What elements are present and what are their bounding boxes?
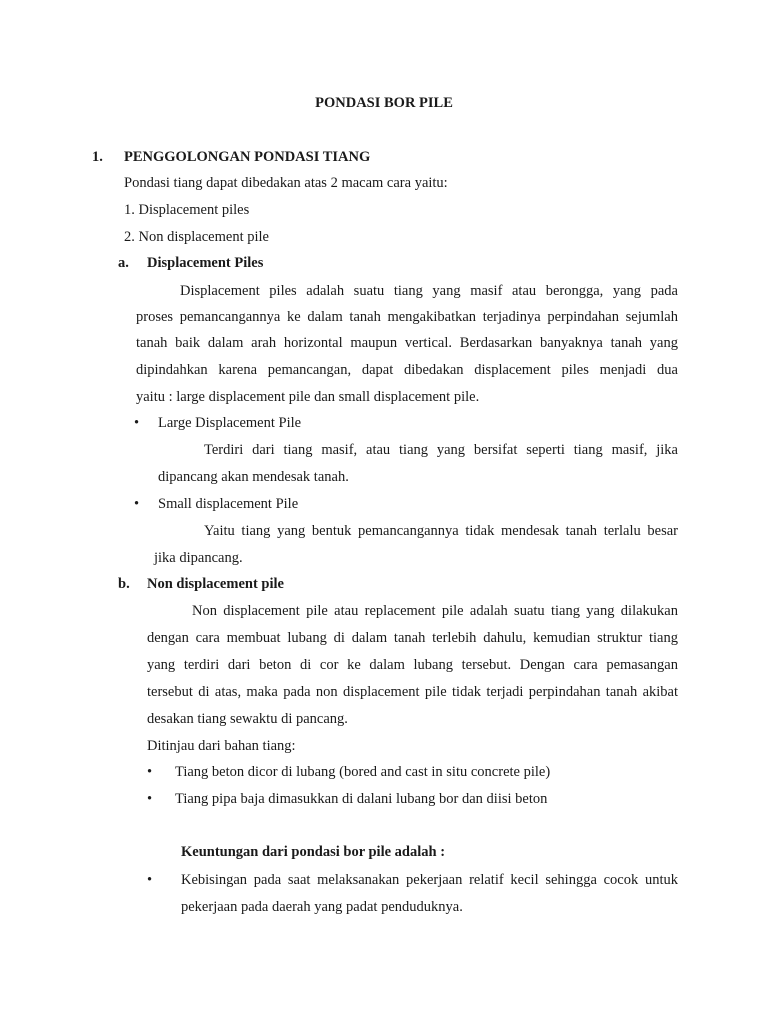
bullet-text: Terdiri dari tiang masif, atau tiang yang bersifat seperti tiang masif, jika bbox=[204, 442, 678, 458]
bullet-text: Tiang beton dicor di lubang (bored and cast in situ concrete pile) bbox=[175, 764, 551, 780]
paragraph-line: tersebut di atas, maka pada non displacement pile tidak terjadi perpindahan tanah akibat bbox=[147, 684, 678, 700]
paragraph-line: proses pemancangannya ke dalam tanah mengakibatkan terjadinya perpindahan sejumlah bbox=[136, 309, 678, 325]
advantages-heading: Keuntungan dari pondasi bor pile adalah : bbox=[181, 844, 446, 860]
bullet-icon: • bbox=[147, 764, 153, 780]
paragraph-line: yang terdiri dari beton di cor ke dalam lubang tersebut. Dengan cara pemasangan bbox=[147, 657, 678, 673]
paragraph-line: tanah baik dalam arah horizontal maupun vertical. Berdasarkan banyaknya tanah yang bbox=[136, 335, 678, 351]
bullet-text: jika dipancang. bbox=[154, 550, 243, 566]
bullet-icon: • bbox=[134, 415, 140, 431]
bullet-text: dipancang akan mendesak tanah. bbox=[158, 469, 349, 485]
paragraph-line: desakan tiang sewaktu di pancang. bbox=[147, 711, 348, 727]
paragraph-line: dengan cara membuat lubang di dalam tanah terlebih dahulu, kemudian struktur tiang bbox=[147, 630, 678, 646]
paragraph-line: yaitu : large displacement pile dan small displacement pile. bbox=[136, 389, 480, 405]
section-heading: PENGGOLONGAN PONDASI TIANG bbox=[124, 149, 371, 165]
bullet-text: Kebisingan pada saat melaksanakan pekerjaan relatif kecil sehingga cocok untuk bbox=[181, 872, 678, 888]
bullet-label: Small displacement Pile bbox=[158, 496, 299, 512]
list-item: 1. Displacement piles bbox=[124, 202, 250, 218]
bullet-text: Yaitu tiang yang bentuk pemancangannya tidak mendesak tanah terlalu besar bbox=[204, 523, 678, 539]
page-title: PONDASI BOR PILE bbox=[315, 95, 453, 111]
bullet-label: Large Displacement Pile bbox=[158, 415, 302, 431]
subsection-heading: Displacement Piles bbox=[147, 255, 264, 271]
paragraph-line: dipindahkan karena pemancangan, dapat dibedakan displacement piles menjadi dua bbox=[136, 362, 678, 378]
paragraph-line: Displacement piles adalah suatu tiang yang masif atau berongga, yang pada bbox=[180, 283, 678, 299]
bullet-text: Tiang pipa baja dimasukkan di dalani lubang bor dan diisi beton bbox=[175, 791, 548, 807]
section-intro: Pondasi tiang dapat dibedakan atas 2 macam cara yaitu: bbox=[124, 175, 448, 191]
bullet-icon: • bbox=[147, 791, 153, 807]
section-number: 1. bbox=[92, 149, 103, 165]
subsection-marker: a. bbox=[118, 255, 129, 271]
bullet-icon: • bbox=[134, 496, 140, 512]
list-item: 2. Non displacement pile bbox=[124, 229, 269, 245]
paragraph-line: Non displacement pile atau replacement pile adalah suatu tiang yang dilakukan bbox=[192, 603, 678, 619]
bullet-text: pekerjaan pada daerah yang padat penduduknya. bbox=[181, 899, 463, 915]
subsection-heading: Non displacement pile bbox=[147, 576, 284, 592]
list-intro: Ditinjau dari bahan tiang: bbox=[147, 738, 296, 754]
subsection-marker: b. bbox=[118, 576, 130, 592]
bullet-icon: • bbox=[147, 872, 153, 888]
